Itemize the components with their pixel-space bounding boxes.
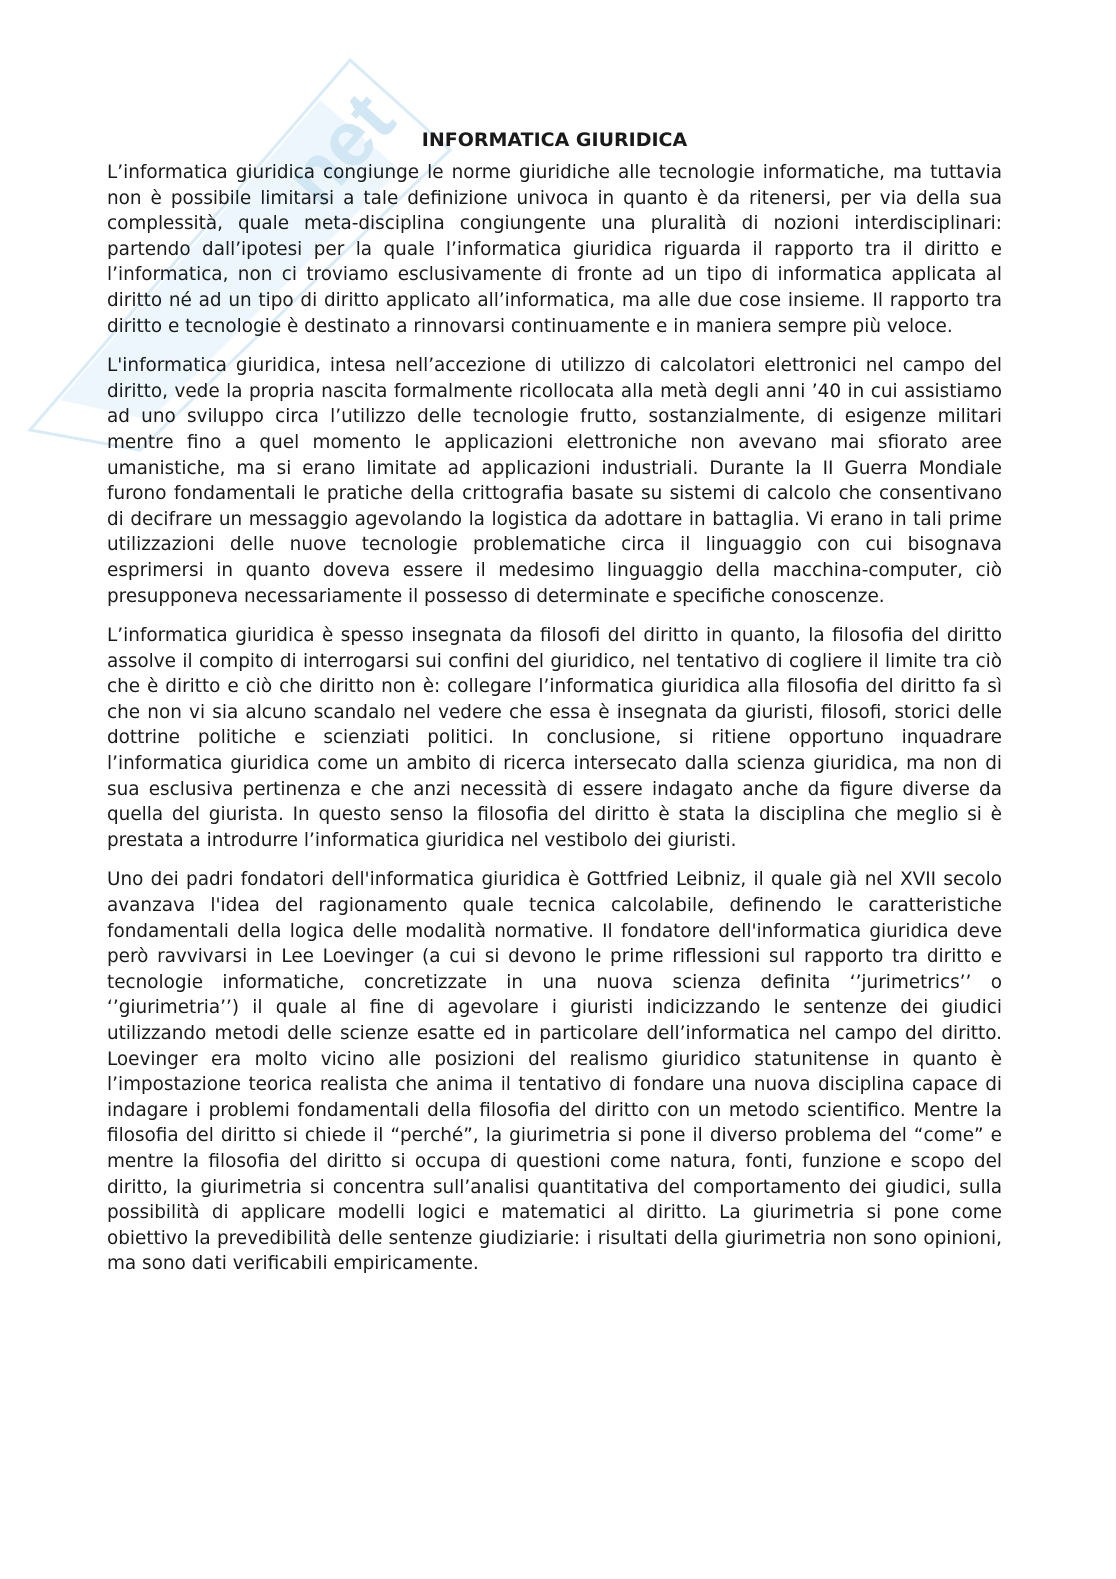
paragraph-4: Uno dei padri fondatori dell'informatica giuridica è Gottfried Leibniz, il quale già nel XVII secolo avanzava l'idea del ragionamento quale tecnica calcolabile, definendo le caratteristiche fondamentali della logica delle modalità normative. Il fondatore dell'informatica giuridica deve però ravvivarsi in Lee Loevinger (a cui si devono le prime riflessioni sul rapporto tra diritto e tecnologie informatiche, concretizzate in una nuova scienza definita ‘’jurimetrics’’ o ‘’giurimetria’’) il quale al fine di agevolare i giuristi indicizzando le sentenze dei giudici utilizzando metodi delle scienze esatte ed in particolare dell’informatica nel campo del diritto. Loevinger era molto vicino alle posizioni del realismo giuridico statunitense in quanto è l’impostazione teorica realista che anima il tentativo di fondare una nuova disciplina capace di indagare i problemi fondamentali della filosofia del diritto con un metodo scientifico. Mentre la filosofia del diritto si chiede il “perché”, la giurimetria si pone il diverso problema del “come” e mentre la filosofia del diritto si occupa di questioni come natura, fonti, funzione e scopo del diritto, la giurimetria si concentra sull’analisi quantitativa del comportamento dei giudici, sulla possibilità di applicare modelli logici e matematici al diritto. La giurimetria si pone come obiettivo la prevedibilità delle sentenze giudiziarie: i risultati della giurimetria non sono opinioni, ma sono dati verificabili empiricamente. bbox=[107, 869, 1002, 1275]
paragraph-3: L’informatica giuridica è spesso insegnata da filosofi del diritto in quanto, la filosofia del diritto assolve il compito di interrogarsi sui confini del giuridico, nel tentativo di cogliere il limite tra ciò che è diritto e ciò che diritto non è: collegare l’informatica giuridica alla filosofia del diritto fa sì che non vi sia alcuno scandalo nel vedere che essa è insegnata da giuristi, filosofi, storici delle dottrine politiche e scienziati politici. In conclusione, si ritiene opportuno inquadrare l’informatica giuridica come un ambito di ricerca intersecato dalla scienza giuridica, ma non di sua esclusiva pertinenza e che anzi necessità di essere indagato anche da figure diverse da quella del giurista. In questo senso la filosofia del diritto è stata la disciplina che meglio si è prestata a introdurre l’informatica giuridica nel vestibolo dei giuristi. bbox=[107, 625, 1002, 851]
watermark-text: net bbox=[267, 75, 411, 222]
paragraph-1: L’informatica giuridica congiunge le norme giuridiche alle tecnologie informatiche, ma tuttavia non è possibile limitarsi a tale definizione univoca in quanto è da ritenersi, per via della sua complessità, quale meta-disciplina congiungente una pluralità di nozioni interdisciplinari: partendo dall’ipotesi per la quale l’informatica giuridica riguarda il rapporto tra il diritto e l’informatica, non ci troviamo esclusivamente di fronte ad un tipo di informatica applicata al diritto né ad un tipo di diritto applicato all’informatica, ma alle due cose insieme. Il rapporto tra diritto e tecnologie è destinato a rinnovarsi continuamente e in maniera sempre più veloce. bbox=[107, 162, 1002, 337]
paragraph-2: L'informatica giuridica, intesa nell’accezione di utilizzo di calcolatori elettronici nel campo del diritto, vede la propria nascita formalmente ricollocata alla metà degli anni ’40 in cui assistiamo ad uno sviluppo circa l’utilizzo delle tecnologie frutto, sostanzialmente, di esigenze militari mentre fino a quel momento le applicazioni elettroniche non avevano mai sfiorato aree umanistiche, ma si erano limitate ad applicazioni industriali. Durante la II Guerra Mondiale furono fondamentali le pratiche della crittografia basate su sistemi di calcolo che consentivano di decifrare un messaggio agevolando la logistica da adottare in battaglia. Vi erano in tali prime utilizzazioni delle nuove tecnologie problematiche circa il linguaggio con cui bisognava esprimersi in quanto doveva essere il medesimo linguaggio della macchina-computer, ciò presupponeva necessariamente il possesso di determinate e specifiche conoscenze. bbox=[107, 355, 1002, 607]
document-page bbox=[107, 128, 1002, 1291]
document-title: INFORMATICA GIURIDICA bbox=[421, 129, 688, 151]
